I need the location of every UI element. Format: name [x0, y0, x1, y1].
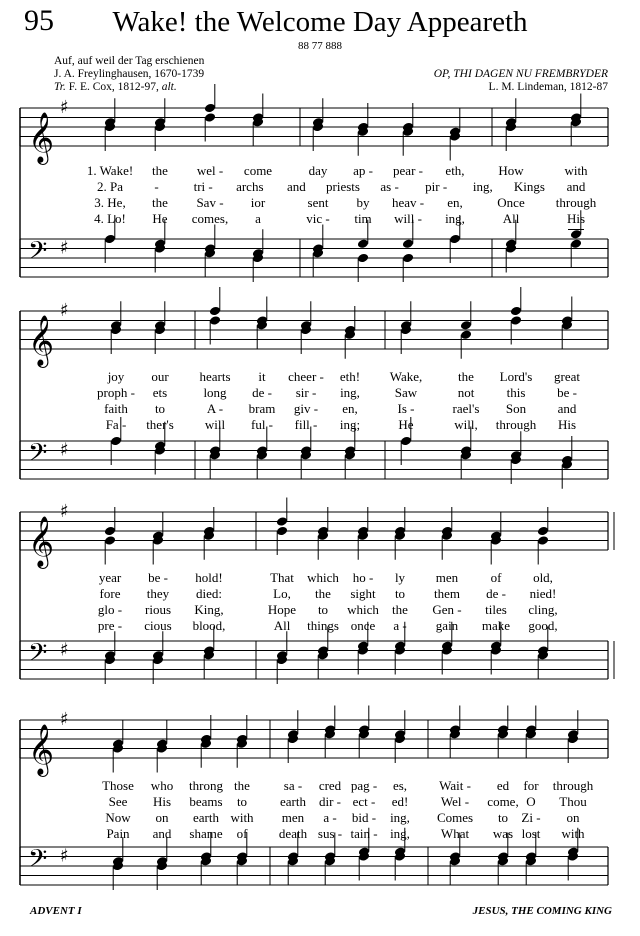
lyric-syllable: Those — [102, 778, 134, 793]
treble-clef-icon: 𝄞 — [28, 516, 55, 567]
lyric-syllable: All — [273, 618, 291, 633]
lyric-syllable: and — [152, 826, 172, 841]
lyric-syllable: died: — [196, 586, 222, 601]
sharp-icon: ♯ — [60, 845, 69, 867]
lyric-syllable: great — [554, 369, 580, 384]
lyric-syllable: Kings — [513, 179, 545, 194]
lyric-syllable: 1. Wake! — [86, 163, 134, 178]
lyric-syllable: ior — [250, 195, 266, 210]
treble-clef-icon: 𝄞 — [28, 724, 55, 775]
bass-clef-icon: 𝄢 — [28, 844, 48, 880]
lyric-syllable: de - — [252, 385, 272, 400]
lyric-syllable: 3. He, — [94, 195, 126, 210]
lyric-syllable: That — [270, 570, 294, 585]
sharp-icon: ♯ — [60, 237, 69, 259]
lyric-syllable: by — [356, 195, 370, 210]
treble-clef-icon: 𝄞 — [28, 315, 55, 366]
lyric-syllable: pir - — [425, 179, 448, 194]
lyric-syllable: gain — [435, 618, 459, 633]
hymn-number: 95 — [24, 4, 54, 37]
lyric-syllable: they — [146, 586, 170, 601]
lyric-line — [0, 602, 640, 618]
lyric-syllable: dir - — [318, 794, 342, 809]
composer: L. M. Lindeman, 1812-87 — [488, 81, 608, 93]
lyric-syllable: on — [155, 810, 169, 825]
lyric-syllable: cling, — [528, 602, 558, 617]
sharp-icon: ♯ — [60, 97, 69, 118]
lyric-syllable: be - — [557, 385, 577, 400]
lyric-syllable: glo - — [97, 602, 123, 617]
lyric-syllable: and — [557, 401, 577, 416]
lyric-syllable: His — [566, 211, 586, 226]
author: J. A. Freylinghausen, 1670-1739 — [54, 68, 205, 80]
lyric-line — [0, 570, 640, 586]
sharp-icon: ♯ — [60, 709, 69, 730]
lyric-syllable: be - — [148, 570, 168, 585]
hymn-title: Wake! the Welcome Day Appeareth — [112, 6, 528, 38]
lyric-syllable: Is - — [397, 401, 415, 416]
lyric-syllable: tain - — [350, 826, 378, 841]
lyric-syllable: bram — [248, 401, 276, 416]
lyric-syllable: rious — [145, 602, 171, 617]
lyric-syllable: 2. Pa — [97, 179, 123, 194]
lyric-syllable: the — [234, 778, 250, 793]
lyric-syllable: the — [315, 586, 331, 601]
translator-prefix: Tr. — [54, 81, 66, 93]
lyric-syllable: ed! — [391, 794, 409, 809]
lyric-syllable: eth! — [339, 369, 361, 384]
lyric-syllable: Wake, — [389, 369, 423, 384]
lyric-syllable: pear - — [393, 163, 423, 178]
lyric-syllable: beams — [189, 794, 223, 809]
lyric-syllable: to — [497, 810, 509, 825]
lyric-syllable: comes, — [191, 211, 229, 226]
lyric-syllable: was — [492, 826, 514, 841]
lyric-syllable: Lord's — [499, 369, 533, 384]
bass-clef-icon: 𝄢 — [28, 236, 48, 272]
lyric-syllable: death — [278, 826, 308, 841]
lyric-syllable: ther's — [146, 417, 174, 432]
lyric-syllable: What — [440, 826, 470, 841]
lyric-syllable: pag - — [350, 778, 378, 793]
lyric-line — [0, 179, 640, 195]
lyric-syllable: ing, — [340, 385, 360, 400]
lyric-syllable: long — [203, 385, 227, 400]
lyric-line — [0, 826, 640, 842]
lyric-syllable: to — [317, 602, 329, 617]
lyric-syllable: lost — [521, 826, 541, 841]
lyric-syllable: Hope — [267, 602, 297, 617]
lyric-syllable: ing, — [472, 179, 493, 194]
lyric-syllable: men — [281, 810, 305, 825]
lyric-syllable: men — [435, 570, 459, 585]
lyric-syllable: Zi - — [521, 810, 541, 825]
lyric-syllable: and — [287, 179, 306, 194]
treble-staff — [20, 706, 608, 778]
lyric-line — [0, 417, 640, 433]
lyric-syllable: with — [561, 826, 585, 841]
lyric-syllable: Wel - — [440, 794, 470, 809]
lyric-syllable: de - — [486, 586, 506, 601]
lyric-syllable: Comes — [436, 810, 474, 825]
lyric-syllable: cious — [144, 618, 172, 633]
lyric-syllable: day — [308, 163, 328, 178]
lyric-line — [0, 163, 640, 179]
lyric-syllable: ing; — [339, 417, 361, 432]
lyric-syllable: through — [495, 417, 537, 432]
sharp-icon: ♯ — [60, 501, 69, 522]
treble-staff — [20, 287, 608, 368]
lyric-syllable: ect - — [352, 794, 376, 809]
lyric-syllable: 4. Lo! — [94, 211, 126, 226]
lyric-syllable: Sav - — [196, 195, 224, 210]
lyric-syllable: through — [555, 195, 597, 210]
sharp-icon: ♯ — [60, 439, 69, 461]
lyric-syllable: the — [152, 163, 168, 178]
lyric-syllable: ho - — [352, 570, 374, 585]
lyric-syllable: of — [490, 570, 502, 585]
lyric-syllable: ing, — [390, 810, 410, 825]
lyric-syllable: ful - — [250, 417, 274, 432]
lyric-syllable: our — [151, 369, 169, 384]
lyric-line — [0, 810, 640, 826]
lyric-syllable: good, — [528, 618, 558, 633]
lyric-syllable: pre - — [97, 618, 123, 633]
lyric-syllable: He — [398, 417, 414, 432]
lyric-syllable: Pain — [106, 826, 130, 841]
lyric-line — [0, 385, 640, 401]
lyric-syllable: How — [498, 163, 524, 178]
lyric-syllable: come, — [487, 794, 519, 809]
lyric-syllable: which — [307, 570, 339, 585]
meter: 88 77 888 — [298, 40, 342, 52]
lyric-syllable: Thou — [559, 794, 587, 809]
lyric-syllable: earth — [193, 810, 219, 825]
lyric-syllable: make — [481, 618, 511, 633]
lyric-syllable: nied! — [529, 586, 557, 601]
lyric-syllable: the — [458, 369, 474, 384]
lyric-line — [0, 794, 640, 810]
lyric-syllable: fill - — [294, 417, 318, 432]
original-title: Auf, auf weil der Tag erschienen — [54, 55, 205, 67]
lyric-syllable: All — [502, 211, 520, 226]
lyric-syllable: cred — [318, 778, 342, 793]
lyric-syllable: He — [152, 211, 168, 226]
lyric-syllable: hearts — [199, 369, 231, 384]
lyric-syllable: them — [434, 586, 460, 601]
lyric-syllable: blood, — [192, 618, 226, 633]
lyric-syllable: through — [552, 778, 594, 793]
lyric-syllable: a - — [323, 810, 337, 825]
lyric-syllable: tiles — [485, 602, 507, 617]
lyric-syllable: ed — [496, 778, 510, 793]
lyric-syllable: sent — [307, 195, 329, 210]
footer-season: ADVENT I — [30, 905, 82, 917]
lyric-syllable: wel - — [196, 163, 224, 178]
lyric-syllable: throng — [189, 778, 223, 793]
lyric-syllable: en, — [447, 195, 463, 210]
lyric-syllable: Son — [505, 401, 527, 416]
lyric-line — [0, 369, 640, 385]
lyric-syllable: Lo, — [273, 586, 291, 601]
lyric-syllable: ets — [152, 385, 168, 400]
bass-clef-icon: 𝄢 — [28, 438, 48, 474]
lyric-syllable: the — [152, 195, 168, 210]
sharp-icon: ♯ — [60, 300, 69, 321]
lyric-syllable: ing, — [445, 211, 465, 226]
lyric-syllable: sight — [350, 586, 376, 601]
lyric-syllable: tim — [354, 211, 372, 226]
lyric-syllable: to — [236, 794, 248, 809]
lyric-line — [0, 401, 640, 417]
lyric-line — [0, 211, 640, 227]
lyric-syllable: Saw — [394, 385, 418, 400]
lyric-syllable: Wait - — [439, 778, 471, 793]
lyric-syllable: on — [566, 810, 580, 825]
lyric-syllable: with — [564, 163, 588, 178]
lyric-syllable: joy — [107, 369, 125, 384]
lyric-syllable: old, — [533, 570, 553, 585]
lyric-syllable: His — [557, 417, 577, 432]
lyric-syllable: hold! — [195, 570, 223, 585]
lyric-syllable: which — [347, 602, 379, 617]
lyric-syllable: Once — [497, 195, 525, 210]
lyric-syllable: come — [243, 163, 273, 178]
translator-name: F. E. Cox, 1812-97, — [68, 81, 159, 93]
lyric-syllable: shame — [189, 826, 223, 841]
lyric-syllable: giv - — [293, 401, 319, 416]
lyric-syllable: proph - — [97, 385, 135, 400]
lyric-syllable: rael's — [452, 401, 480, 416]
lyric-line — [0, 586, 640, 602]
lyric-syllable: Fa - — [105, 417, 127, 432]
lyric-syllable: will, — [454, 417, 478, 432]
lyric-syllable: faith — [104, 401, 128, 416]
treble-staff — [20, 498, 614, 570]
lyric-syllable: for — [523, 778, 539, 793]
lyric-syllable: A - — [206, 401, 224, 416]
lyric-syllable: heav - — [391, 195, 425, 210]
lyric-syllable: will — [204, 417, 226, 432]
lyric-syllable: tri - — [193, 179, 213, 194]
lyric-syllable: Gen - — [432, 602, 462, 617]
bass-clef-icon: 𝄢 — [28, 638, 48, 674]
lyric-syllable: ing, — [390, 826, 410, 841]
tune-name: OP, THI DAGEN NU FREMBRYDER — [433, 68, 608, 80]
lyric-syllable: Now — [105, 810, 131, 825]
lyric-syllable: earth — [280, 794, 306, 809]
lyric-syllable: cheer - — [288, 369, 324, 384]
lyric-line — [0, 618, 640, 634]
lyric-syllable: sa - — [283, 778, 303, 793]
treble-staff — [20, 84, 608, 165]
treble-clef-icon: 𝄞 — [28, 112, 55, 163]
lyric-syllable: of — [236, 826, 248, 841]
lyric-syllable: bid - — [351, 810, 377, 825]
lyric-syllable: things — [307, 618, 339, 633]
sharp-icon: ♯ — [60, 639, 69, 661]
lyric-syllable: es, — [392, 778, 408, 793]
lyric-syllable: sir - — [295, 385, 317, 400]
lyric-syllable: who — [150, 778, 174, 793]
lyric-syllable: to — [394, 586, 406, 601]
lyric-syllable: year — [98, 570, 122, 585]
footer-topic: JESUS, THE COMING KING — [472, 905, 612, 917]
lyric-line — [0, 195, 640, 211]
lyric-syllable: priests — [326, 179, 360, 194]
lyric-syllable: eth, — [445, 163, 465, 178]
lyric-syllable: the — [392, 602, 408, 617]
lyric-syllable: archs — [236, 179, 264, 194]
translator-suffix: alt. — [161, 81, 177, 93]
lyric-syllable: sus - — [317, 826, 343, 841]
lyric-syllable: a — [255, 211, 261, 226]
lyric-syllable: O — [526, 794, 536, 809]
lyric-syllable: ap - — [353, 163, 373, 178]
lyric-syllable: this — [506, 385, 526, 400]
lyric-syllable: it — [258, 369, 266, 384]
lyric-syllable: See — [108, 794, 128, 809]
lyric-syllable: a - — [393, 618, 407, 633]
lyric-syllable: King, — [194, 602, 224, 617]
lyric-line — [0, 778, 640, 794]
lyric-syllable: ly — [394, 570, 406, 585]
lyric-syllable: with — [230, 810, 254, 825]
lyric-syllable: once — [350, 618, 376, 633]
lyric-syllable: as - — [380, 179, 399, 194]
lyric-syllable: en, — [342, 401, 358, 416]
lyric-syllable: vic - — [306, 211, 330, 226]
lyric-syllable: not — [457, 385, 475, 400]
lyric-syllable: will - — [394, 211, 422, 226]
lyric-syllable: fore — [99, 586, 121, 601]
lyric-syllable: to — [154, 401, 166, 416]
lyric-syllable: and — [566, 179, 586, 194]
lyric-syllable: - — [154, 179, 159, 194]
lyric-syllable: His — [152, 794, 172, 809]
